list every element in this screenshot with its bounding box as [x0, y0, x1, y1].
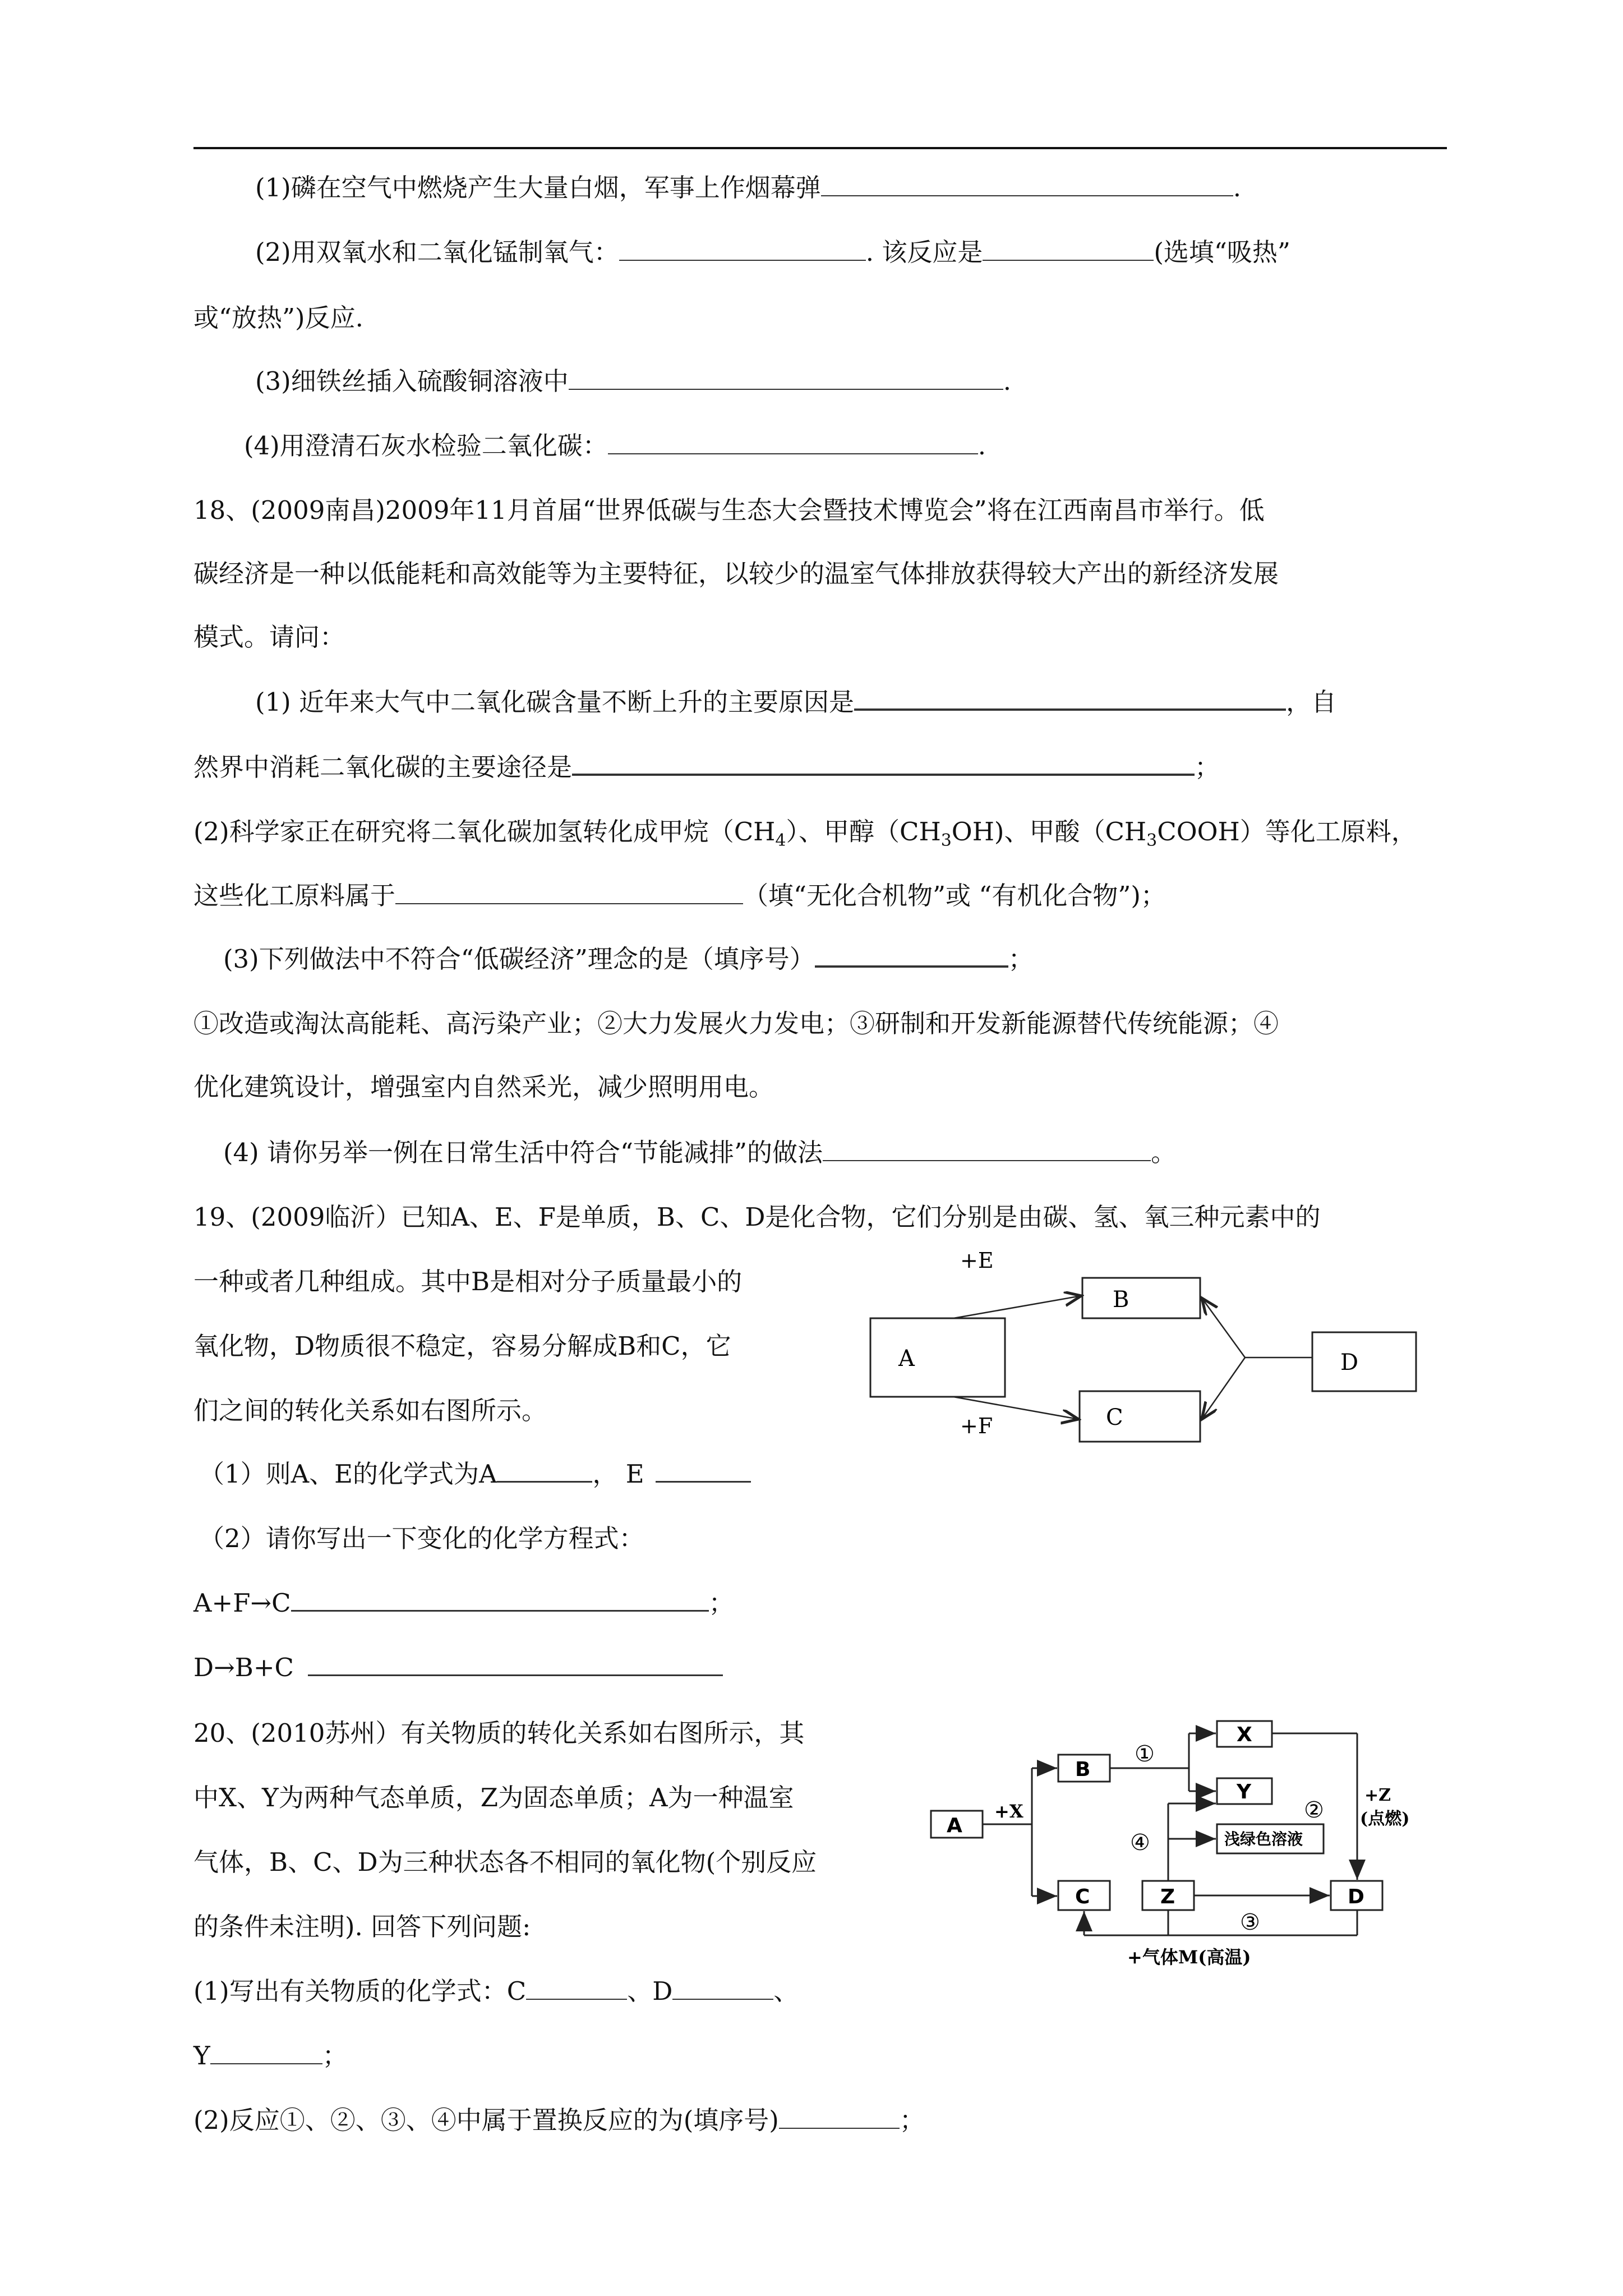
answer-blank[interactable] [210, 2063, 322, 2064]
label-step3: ③ [1240, 1910, 1260, 1935]
node-b-label: B [1075, 1758, 1091, 1781]
header-rule [193, 147, 1447, 149]
q19-equation2: D→B+C [193, 1651, 723, 1685]
q17-part4: (4)用澄清石灰水检验二氧化碳： . [244, 431, 986, 461]
node-c-label: C [1106, 1405, 1123, 1430]
q19-intro-line4: 们之间的转化关系如右图所示。 [193, 1396, 547, 1425]
label-plus-z: +Z [1364, 1786, 1391, 1805]
answer-blank[interactable] [854, 708, 1286, 711]
q18-part1: (1) 近年来大气中二氧化碳含量不断上升的主要原因是 ，自 [255, 687, 1337, 717]
q20-intro-line3: 气体，B、C、D为三种状态各不相同的氧化物(个别反应 [193, 1847, 817, 1877]
q17-part2-cont: 或“放热”)反应. [193, 303, 363, 333]
q18-intro-line3: 模式。请问： [193, 622, 345, 652]
answer-blank[interactable] [983, 259, 1154, 261]
node-x-label: X [1237, 1723, 1252, 1746]
q18-intro-line1: 18、(2009南昌)2009年11月首届“世界低碳与生态大会暨技术博览会”将在江西南昌市举行。低 [193, 495, 1265, 525]
answer-blank[interactable] [619, 259, 866, 261]
node-d [1312, 1332, 1416, 1391]
answer-blank[interactable] [395, 903, 743, 904]
label-plus-f: +F [960, 1414, 993, 1438]
answer-blank[interactable] [656, 1480, 751, 1483]
label-plus-x: +X [994, 1801, 1023, 1822]
answer-blank[interactable] [608, 453, 978, 454]
node-b [1082, 1278, 1200, 1318]
q20-diagram [928, 1705, 1422, 1975]
q18-intro-line2: 碳经济是一种以低能耗和高效能等为主要特征，以较少的温室气体排放获得较大产出的新经济发展 [193, 559, 1279, 588]
q18-part3: (3)下列做法中不符合“低碳经济”理念的是（填序号） ； [223, 944, 1034, 974]
node-c [1080, 1391, 1200, 1442]
label-plus-e: +E [960, 1248, 994, 1273]
answer-blank[interactable] [823, 1159, 1151, 1161]
node-y-label: Y [1237, 1780, 1252, 1803]
label-step4: ④ [1130, 1830, 1150, 1856]
q17-part3: (3)细铁丝插入硫酸铜溶液中 . [255, 366, 1012, 396]
arrow-d-to-c [1202, 1358, 1245, 1419]
q20-part2: (2)反应①、②、③、④中属于置换反应的为(填序号) ； [193, 2105, 925, 2135]
node-solution-label: 浅绿色溶液 [1224, 1830, 1303, 1848]
answer-blank[interactable] [308, 1674, 723, 1676]
node-c-label: C [1075, 1885, 1090, 1908]
q19-equation1: A+F→C ； [193, 1588, 734, 1618]
arrow-a-to-b [953, 1296, 1081, 1318]
q19-intro-line2: 一种或者几种组成。其中B是相对分子质量最小的 [193, 1267, 743, 1296]
node-a [870, 1318, 1005, 1397]
label-gas-m: +气体M(高温) [1127, 1947, 1251, 1968]
label-ignite: (点燃) [1360, 1809, 1410, 1829]
q19-intro-line3: 氧化物，D物质很不稳定，容易分解成B和C，它 [193, 1331, 731, 1361]
answer-blank[interactable] [779, 2127, 900, 2129]
node-d-label: D [1348, 1885, 1364, 1908]
q17-part1: (1)磷在空气中燃烧产生大量白烟，军事上作烟幕弹 . [255, 173, 1242, 203]
q20-intro-line2: 中X、Y为两种气态单质，Z为固态单质；A为一种温室 [193, 1783, 794, 1812]
node-d-label: D [1340, 1350, 1359, 1375]
answer-blank[interactable] [572, 773, 1195, 776]
node-b-label: B [1113, 1287, 1129, 1313]
q18-options-line2: 优化建筑设计，增强室内自然采光，减少照明用电。 [193, 1072, 774, 1102]
answer-blank[interactable] [815, 965, 1008, 968]
q18-part1-cont: 然界中消耗二氧化碳的主要途径是 ； [193, 752, 1220, 782]
arrow-d-to-b [1202, 1298, 1245, 1358]
answer-blank[interactable] [672, 1998, 773, 2000]
answer-blank[interactable] [821, 195, 1233, 196]
answer-blank[interactable] [497, 1480, 592, 1483]
q20-part1: (1)写出有关物质的化学式：C 、D 、 [193, 1976, 799, 2006]
q18-part2-cont: 这些化工原料属于 （填“无化合机物”或 “有机化合物”)； [193, 881, 1166, 910]
q18-options-line1: ①改造或淘汰高能耗、高污染产业；②大力发展火力发电；③研制和开发新能源替代传统能源；④ [193, 1009, 1279, 1038]
answer-blank[interactable] [291, 1609, 709, 1612]
q19-part1: （1）则A、E的化学式为A ， E [199, 1457, 751, 1491]
q20-intro-line4: 的条件未注明). 回答下列问题: [193, 1912, 531, 1941]
q17-part2: (2)用双氧水和二氧化锰制氧气： . 该反应是 (选填“吸热” [255, 237, 1290, 267]
q20-part1-cont: Y ； [193, 2041, 348, 2070]
q19-intro-line1: 19、(2009临沂）已知A、E、F是单质，B、C、D是化合物，它们分别是由碳、氢、氧三种元素中的 [193, 1202, 1321, 1232]
node-z-label: Z [1160, 1885, 1175, 1908]
answer-blank[interactable] [526, 1998, 627, 2000]
node-a-label: A [898, 1346, 915, 1372]
q18-part4: (4) 请你另举一例在日常生活中符合“节能减排”的做法 。 [223, 1138, 1177, 1167]
q18-part2: (2)科学家正在研究将二氧化碳加氢转化成甲烷$(CH_4)$、甲醇$(CH_3OH)$、甲酸$(CH_3COOH)$等化工原料， [193, 817, 1417, 850]
label-step1: ① [1135, 1741, 1155, 1767]
answer-blank[interactable] [569, 388, 1003, 390]
q19-part2: （2）请你写出一下变化的化学方程式： [199, 1524, 644, 1553]
q19-diagram [864, 1248, 1430, 1464]
label-step2: ② [1304, 1797, 1324, 1823]
q20-intro-line1: 20、(2010苏州）有关物质的转化关系如右图所示，其 [193, 1718, 805, 1748]
node-a-label: A [947, 1814, 962, 1837]
